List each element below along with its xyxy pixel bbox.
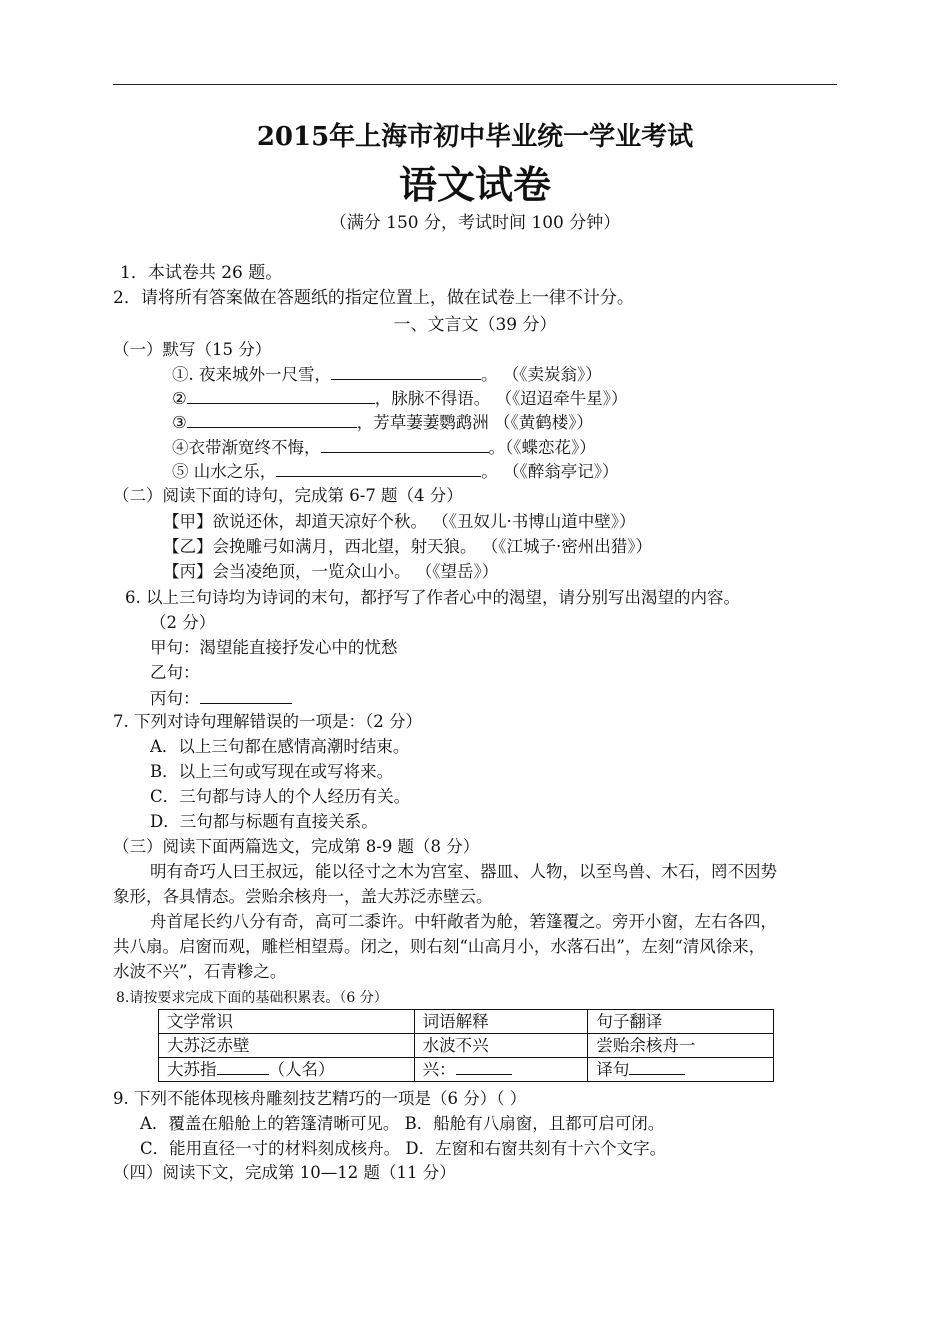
answer-blank[interactable]: [331, 363, 481, 380]
q7-option-b: B．以上三句或写现在或写将来。: [150, 762, 394, 781]
part3-heading: （三）阅读下面两篇选文，完成第 8-9 题（8 分）: [113, 837, 480, 856]
accumulation-table: [158, 1009, 774, 1082]
part1-heading: （一）默写（15 分）: [113, 340, 272, 359]
q9-options-cd: C．能用直径一寸的材料刻成核舟。 D．左窗和右窗共刻有十六个文字。: [140, 1139, 667, 1158]
answer-blank[interactable]: [276, 460, 481, 477]
recite-5-source: 。 （《醉翁亭记》）: [481, 462, 619, 481]
poem-bing: 【丙】会当凌绝顶，一览众山小。 （《望岳》）: [163, 562, 499, 581]
table-cell: [159, 1058, 415, 1082]
exam-note: （满分 150 分，考试时间 100 分钟）: [329, 213, 621, 233]
recite-1-prompt: ①. 夜来城外一尺雪，: [172, 365, 331, 384]
q7-option-a: A．以上三句都在感情高潮时结束。: [150, 737, 410, 756]
subject-title: 语文试卷: [398, 162, 551, 207]
instruction-2: 2．请将所有答案做在答题纸的指定位置上，做在试卷上一律不计分。: [113, 288, 634, 308]
table-header: 句子翻译: [588, 1010, 774, 1034]
recite-item-4: [172, 436, 596, 459]
recite-4-prompt: ④衣带渐宽终不悔，: [172, 438, 321, 457]
question-6-score: （2 分）: [150, 613, 216, 632]
table-cell: 大苏泛赤壁: [159, 1034, 415, 1058]
passage1-line1: 明有奇巧人曰王叔远，能以径寸之木为宫室、器皿、人物，以至鸟兽、木石，罔不因势: [150, 862, 777, 881]
instruction-1: 1．本试卷共 26 题。: [120, 263, 283, 283]
recite-item-1: [172, 363, 602, 386]
answer-blank[interactable]: [187, 411, 357, 428]
answer-blank[interactable]: [187, 387, 375, 404]
table-row: [159, 1058, 774, 1082]
recite-3-prompt: ③: [172, 413, 187, 432]
q7-option-c: C．三句都与诗人的个人经历有关。: [150, 787, 411, 806]
table-header: 文学常识: [159, 1010, 415, 1034]
recite-5-prompt: ⑤ 山水之乐，: [172, 462, 277, 481]
question-8: 8.请按要求完成下面的基础积累表。（6 分）: [116, 990, 388, 1006]
passage2-line2: 共八扇。启窗而观，雕栏相望焉。闭之，则右刻“山高月小，水落石出”，左刻“清风徐来，: [113, 937, 766, 956]
table-header: 词语解释: [414, 1010, 588, 1034]
recite-2-source: ，脉脉不得语。 （《迢迢牵牛星》）: [374, 389, 628, 408]
answer-blank[interactable]: [200, 687, 292, 704]
q7-option-d: D．三句都与标题有直接关系。: [150, 812, 378, 831]
recite-item-3: [172, 411, 593, 434]
answer-yi: 乙句：: [150, 663, 200, 682]
poem-yi: 【乙】会挽雕弓如满月，西北望，射天狼。 （《江城子·密州出猎》）: [163, 537, 652, 556]
question-6: 6. 以上三句诗均为诗词的末句，都抒写了作者心中的渴望，请分别写出渴望的内容。: [125, 588, 740, 607]
recite-1-source: 。 （《卖炭翁》）: [481, 365, 602, 384]
q9-options-ab: A．覆盖在船舱上的箬篷清晰可见。 B．船舱有八扇窗，且都可启可闭。: [140, 1114, 665, 1133]
table-cell-label: 兴：: [422, 1060, 456, 1079]
recite-4-source: 。（《蝶恋花》）: [488, 438, 596, 457]
section-title: 一、文言文（39 分）: [393, 315, 557, 335]
recite-3-source: ，芳草萋萋鹦鹉洲 （《黄鹤楼》）: [356, 413, 594, 432]
answer-blank[interactable]: [217, 1058, 269, 1075]
question-9: 9. 下列不能体现核舟雕刻技艺精巧的一项是（6 分）（ ）: [113, 1089, 527, 1108]
recite-item-2: [172, 387, 628, 410]
answer-blank[interactable]: [321, 436, 489, 453]
poem-jia: 【甲】欲说还休，却道天凉好个秋。 （《丑奴儿·书博山道中壁》）: [163, 512, 636, 531]
table-row: [159, 1034, 774, 1058]
passage2-line1: 舟首尾长约八分有奇，高可二黍许。中轩敞者为舱，箬篷覆之。旁开小窗，左右各四，: [150, 912, 777, 931]
answer-jia: 甲句：渴望能直接抒发心中的忧愁: [150, 638, 398, 657]
table-row: [159, 1010, 774, 1034]
table-cell-label: 译句: [596, 1060, 630, 1079]
recite-item-5: [172, 460, 619, 483]
table-cell: 水波不兴: [414, 1034, 588, 1058]
exam-title: 2015年上海市初中毕业统一学业考试: [256, 122, 694, 152]
answer-blank[interactable]: [629, 1058, 685, 1075]
recite-2-prompt: ②: [172, 389, 187, 408]
passage2-line3: 水波不兴”，石青糁之。: [113, 962, 287, 981]
part2-heading: （二）阅读下面的诗句，完成第 6-7 题（4 分）: [113, 486, 463, 505]
answer-bing-label: 丙句：: [150, 689, 200, 708]
passage1-line2: 象形，各具情态。尝贻余核舟一，盖大苏泛赤壁云。: [113, 887, 493, 906]
table-cell-label: （人名）: [268, 1060, 335, 1079]
table-cell: 尝贻余核舟一: [588, 1034, 774, 1058]
answer-bing: [150, 687, 292, 710]
table-cell-label: 大苏指: [167, 1060, 217, 1079]
top-rule: [113, 84, 837, 85]
table-cell: [414, 1058, 588, 1082]
table-cell: [588, 1058, 774, 1082]
part4-heading: （四）阅读下文，完成第 10—12 题（11 分）: [113, 1163, 456, 1182]
question-7: 7. 下列对诗句理解错误的一项是：（2 分）: [113, 712, 422, 731]
answer-blank[interactable]: [456, 1058, 512, 1075]
